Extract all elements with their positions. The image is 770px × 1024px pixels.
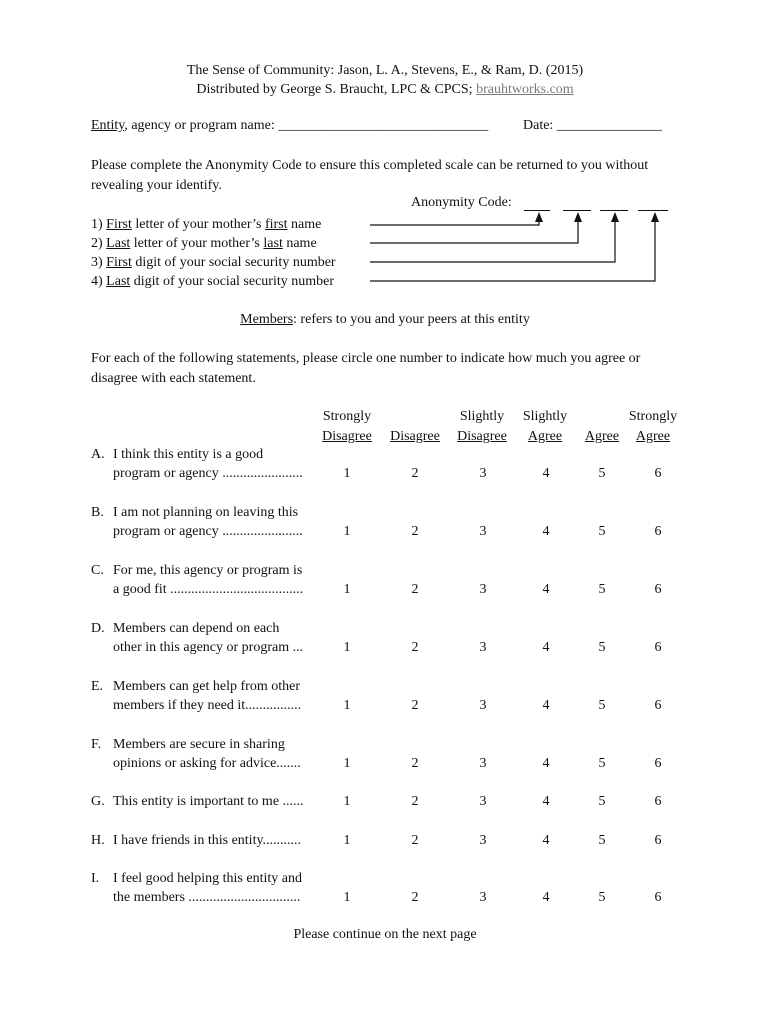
rating-option-4[interactable]: 4 — [542, 890, 550, 905]
column-header-bottom: Disagree — [457, 429, 507, 444]
arrow-head-1 — [535, 212, 543, 222]
question-letter: B. — [91, 505, 104, 520]
item-underlined: Last — [106, 236, 131, 251]
rating-option-1[interactable]: 1 — [343, 582, 351, 597]
rating-option-4[interactable]: 4 — [542, 582, 550, 597]
rating-option-5[interactable]: 5 — [598, 890, 606, 905]
entity-blank[interactable]: ______________________________ — [278, 118, 489, 133]
question-letter: A. — [91, 447, 105, 462]
arrow-head-4 — [651, 212, 659, 222]
column-header-disagree — [380, 407, 450, 447]
entity-label-underlined: Entity — [91, 118, 125, 133]
continue-note: Please continue on the next page — [293, 927, 477, 942]
rating-option-5[interactable]: 5 — [598, 640, 606, 655]
item-underlined: First — [106, 255, 132, 270]
rating-option-2[interactable]: 2 — [411, 466, 419, 481]
citation-line: The Sense of Community: Jason, L. A., Stevens, E., & Ram, D. (2015) — [186, 63, 584, 78]
item-number: 1) — [91, 217, 107, 232]
question-text-line-2: the members ................................ — [113, 890, 301, 905]
item-number: 3) — [91, 255, 107, 270]
question-text-line-2: program or agency ....................... — [113, 466, 303, 481]
scale-instructions: For each of the following statements, please circle one number to indicate how much you agree or disagree with each statement. — [91, 351, 641, 386]
members-definition: : refers to you and your peers at this entity — [293, 312, 530, 327]
rating-option-6[interactable]: 6 — [654, 582, 662, 597]
date-blank[interactable]: _______________ — [556, 118, 662, 133]
rating-option-3[interactable]: 3 — [479, 698, 487, 713]
question-letter: D. — [91, 621, 105, 636]
question-text-line-1: Members can get help from other — [113, 679, 300, 694]
item-underlined: First — [106, 217, 132, 232]
rating-option-4[interactable]: 4 — [542, 794, 550, 809]
rating-option-6[interactable]: 6 — [654, 756, 662, 771]
rating-option-3[interactable]: 3 — [479, 756, 487, 771]
rating-option-5[interactable]: 5 — [598, 466, 606, 481]
item-text: letter of your mother’s — [130, 236, 264, 251]
question-letter: I. — [91, 871, 100, 886]
rating-option-6[interactable]: 6 — [654, 466, 662, 481]
rating-option-5[interactable]: 5 — [598, 833, 606, 848]
members-note — [0, 312, 770, 328]
rating-option-4[interactable]: 4 — [542, 524, 550, 539]
question-letter: F. — [91, 737, 102, 752]
rating-option-3[interactable]: 3 — [479, 524, 487, 539]
rating-option-4[interactable]: 4 — [542, 698, 550, 713]
rating-option-2[interactable]: 2 — [411, 698, 419, 713]
rating-option-3[interactable]: 3 — [479, 890, 487, 905]
date-label: Date: — [523, 118, 557, 133]
rating-option-3[interactable]: 3 — [479, 582, 487, 597]
question-text-line-2: opinions or asking for advice....... — [113, 756, 301, 771]
question-text-line-2: program or agency ....................... — [113, 524, 303, 539]
question-text-line-1: I think this entity is a good — [113, 447, 264, 462]
connector-line-1 — [370, 214, 539, 225]
question-text-line-2: other in this agency or program ... — [113, 640, 304, 655]
item-underlined-2: last — [263, 236, 283, 251]
column-header-top: Strongly — [628, 409, 678, 424]
distribution-text: Distributed by George S. Braucht, LPC & CPCS; — [196, 82, 477, 97]
question-letter: G. — [91, 794, 105, 809]
rating-option-4[interactable]: 4 — [542, 640, 550, 655]
rating-option-2[interactable]: 2 — [411, 794, 419, 809]
rating-option-1[interactable]: 1 — [343, 640, 351, 655]
question-text-line-1: I am not planning on leaving this — [113, 505, 299, 520]
item-number: 2) — [91, 236, 107, 251]
rating-option-4[interactable]: 4 — [542, 756, 550, 771]
members-term: Members — [240, 312, 294, 327]
rating-option-6[interactable]: 6 — [654, 524, 662, 539]
rating-option-2[interactable]: 2 — [411, 524, 419, 539]
connector-line-2 — [370, 214, 578, 243]
item-underlined-2: first — [264, 217, 288, 232]
item-text: digit of your social security number — [131, 255, 336, 270]
rating-option-4[interactable]: 4 — [542, 466, 550, 481]
column-header-top — [380, 407, 450, 427]
rating-option-2[interactable]: 2 — [411, 640, 419, 655]
column-header-strongly-disagree — [312, 407, 382, 447]
anonymity-connector-arrows — [0, 0, 770, 300]
rating-option-1[interactable]: 1 — [343, 756, 351, 771]
item-underlined: Last — [106, 274, 131, 289]
rating-option-6[interactable]: 6 — [654, 890, 662, 905]
item-end: name — [287, 217, 322, 232]
anonymity-code-label: Anonymity Code: — [411, 195, 512, 210]
rating-option-5[interactable]: 5 — [598, 794, 606, 809]
item-text: digit of your social security number — [130, 274, 335, 289]
question-text-line-1: This entity is important to me ...... — [113, 794, 304, 809]
rating-option-1[interactable]: 1 — [343, 466, 351, 481]
rating-option-5[interactable]: 5 — [598, 524, 606, 539]
rating-option-6[interactable]: 6 — [654, 698, 662, 713]
column-header-top: Strongly — [322, 409, 372, 424]
question-letter: H. — [91, 833, 105, 848]
question-text-line-2: members if they need it................ — [113, 698, 302, 713]
column-header-slightly-disagree — [447, 407, 517, 447]
item-number: 4) — [91, 274, 107, 289]
rating-option-1[interactable]: 1 — [343, 890, 351, 905]
rating-option-3[interactable]: 3 — [479, 794, 487, 809]
rating-option-3[interactable]: 3 — [479, 466, 487, 481]
arrow-head-2 — [574, 212, 582, 222]
rating-option-3[interactable]: 3 — [479, 833, 487, 848]
rating-option-6[interactable]: 6 — [654, 640, 662, 655]
question-text-line-1: I feel good helping this entity and — [113, 871, 302, 886]
rating-option-1[interactable]: 1 — [343, 794, 351, 809]
rating-option-1[interactable]: 1 — [343, 698, 351, 713]
rating-option-6[interactable]: 6 — [654, 794, 662, 809]
column-header-bottom: Agree — [635, 429, 671, 444]
question-text-line-1: Members can depend on each — [113, 621, 280, 636]
arrow-head-3 — [611, 212, 619, 222]
rating-option-5[interactable]: 5 — [598, 756, 606, 771]
column-header-top: Slightly — [459, 409, 505, 424]
rating-option-6[interactable]: 6 — [654, 833, 662, 848]
question-letter: E. — [91, 679, 104, 694]
rating-option-5[interactable]: 5 — [598, 698, 606, 713]
column-header-bottom: Disagree — [390, 429, 440, 444]
question-text-line-2: a good fit ...................................... — [113, 582, 304, 597]
rating-option-1[interactable]: 1 — [343, 833, 351, 848]
rating-option-2[interactable]: 2 — [411, 890, 419, 905]
rating-option-1[interactable]: 1 — [343, 524, 351, 539]
question-text-line-1: For me, this agency or program is — [113, 563, 303, 578]
website-link[interactable]: brauhtworks.com — [476, 82, 574, 97]
item-end: name — [282, 236, 317, 251]
column-header-top: Slightly — [522, 409, 568, 424]
rating-option-3[interactable]: 3 — [479, 640, 487, 655]
item-text: letter of your mother’s — [131, 217, 265, 232]
rating-option-4[interactable]: 4 — [542, 833, 550, 848]
question-text-line-1: I have friends in this entity........... — [113, 833, 302, 848]
column-header-bottom: Agree — [584, 429, 620, 444]
rating-option-2[interactable]: 2 — [411, 833, 419, 848]
entity-label: , agency or program name: — [124, 118, 279, 133]
question-letter: C. — [91, 563, 104, 578]
column-header-bottom: Agree — [527, 429, 563, 444]
column-header-strongly-agree — [620, 407, 686, 447]
column-header-slightly-agree — [512, 407, 578, 447]
column-header-bottom: Disagree — [322, 429, 372, 444]
anonymity-instructions: Please complete the Anonymity Code to ensure this completed scale can be returned to you without revealing your identify. — [91, 158, 649, 193]
rating-option-2[interactable]: 2 — [411, 756, 419, 771]
rating-option-2[interactable]: 2 — [411, 582, 419, 597]
connector-line-4 — [370, 214, 655, 281]
question-text-line-1: Members are secure in sharing — [113, 737, 285, 752]
rating-option-5[interactable]: 5 — [598, 582, 606, 597]
